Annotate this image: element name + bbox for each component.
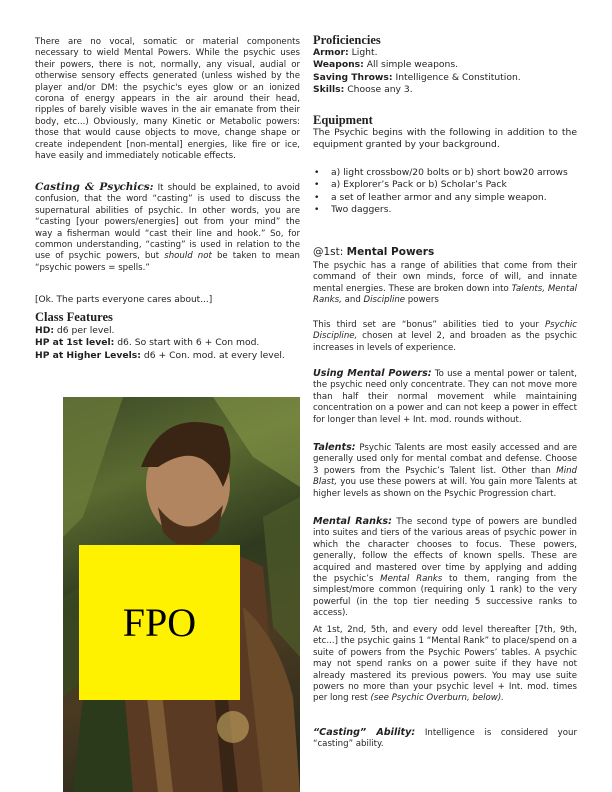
equipment-list xyxy=(313,167,577,217)
proficiencies-list xyxy=(313,47,577,96)
casting-title: Casting & Psychics: xyxy=(35,181,154,193)
talents-title: Talents: xyxy=(313,442,356,453)
class-features-heading: Class Features xyxy=(35,310,113,324)
using-title: Using Mental Powers: xyxy=(313,368,432,379)
proficiencies-heading: Proficiencies xyxy=(313,33,381,47)
equipment-heading: Equipment xyxy=(313,113,373,127)
hp-first-line: HP at 1st level: d6. So start with 6 + Con mod. xyxy=(35,337,260,349)
intro-paragraph: There are no vocal, somatic or material components necessary to wield Mental Powers. While the psychic uses their powers, there is not, normally, any visual, audial or otherwise sensory effects generated (unless wished by the player and/or DM: the psychic's eyes glow or an ionized corona of energy appears in the air around their head, ripples of barely visible waves in the air emanate from their body, etc...) Obviously, many Kinetic or Metabolic powers: those that would cause objects to move, change shape or create independent [non-mental] energies, like fire or ice, have easily and immediately noticable effects. xyxy=(35,37,300,162)
armor-line: Armor: Light. xyxy=(313,47,378,58)
casting-paragraph: Casting & Psychics: It should be explained, to avoid confusion, that the word “casting” is used to discuss the supernatural abilities of psychic. In other words, you are “casting [your powers/energies] out from your mind” the way a fisherman would “cast their line and hook.” So, for common understanding, “casting” is used in relation to the use of psychic powers, but should not be taken to mean “psychic powers = spells.” xyxy=(35,181,300,273)
mental-ranks-title: Mental Ranks: xyxy=(313,516,392,527)
third-set-paragraph: This third set are “bonus” abilities tied to your Psychic Discipline, chosen at level 2, and broaden as the psychic increases in levels of experience. xyxy=(313,320,577,353)
hd-line: HD: d6 per level. xyxy=(35,325,115,336)
mental-powers-paragraph: The psychic has a range of abilities that come from their command of their own minds, force of will, and innate mental energies. These are broken down into Talents, Mental Ranks, and Discipline powers xyxy=(313,261,578,306)
saves-line: Saving Throws: Intelligence & Constitution. xyxy=(313,71,521,83)
equipment-item: • a) light crossbow/20 bolts or b) short bow20 arrows xyxy=(313,167,577,179)
fpo-placeholder: FPO xyxy=(79,545,240,700)
class-features-list xyxy=(35,325,300,362)
talents-paragraph: Talents: Psychic Talents are most easily accessed and are generally used only for mental combat and defense. Choose 3 powers from the Psychic’s Talent list. Other than Mind Blast, you use these powers at will. You gain more Talents at higher levels as shown on the Psychic Progression chart. xyxy=(313,442,577,499)
equipment-intro: The Psychic begins with the following in addition to the equipment granted by your background. xyxy=(313,127,577,151)
ok-note: [Ok. The parts everyone cares about...] xyxy=(35,295,213,305)
using-mental-powers-paragraph: Using Mental Powers: To use a mental power or talent, the psychic need only concentrate. They can not move more than half their normal movement while maintaining concentration on a power and can not keep a power in effect for longer than level + Int. mod. rounds without. xyxy=(313,368,577,425)
equipment-item: • Two daggers. xyxy=(313,204,577,216)
equipment-item: • a) Explorer’s Pack or b) Scholar’s Pack xyxy=(313,179,577,191)
mental-ranks-paragraph: Mental Ranks: The second type of powers are bundled into suites and tiers of the various areas of psychic power in which the character chooses to focus. These powers, generally, follow the effects of known spells. These are acquired and mastered over time by applying and adding the psychic’s Mental Ranks to them, ranging from the simplest/more common (requiring only 1 rank) to the very powerful (in the top tier needing 5 successive ranks to access). xyxy=(313,516,577,619)
casting-ability-title: “Casting” Ability: xyxy=(313,727,416,738)
hp-higher-line: HP at Higher Levels: d6 + Con. mod. at every level. xyxy=(35,349,285,361)
rank-gain-paragraph: At 1st, 2nd, 5th, and every odd level thereafter [7th, 9th, etc...] the psychic gains 1 “Mental Rank” to place/spend on a suite of powers from the Psychic Powers’ tables. A psychic may not spend ranks on a power suite if they have not already mastered its previous powers. You may use suite powers no more than your psychic level + Int. mod. times per long rest (see Psychic Overburn, below). xyxy=(313,625,577,704)
casting-ability-paragraph: “Casting” Ability: Intelligence is considered your “casting” ability. xyxy=(313,727,577,750)
skills-line: Skills: Choose any 3. xyxy=(313,83,413,95)
weapons-line: Weapons: All simple weapons. xyxy=(313,59,459,71)
mental-powers-heading: @1st: Mental Powers xyxy=(313,246,435,258)
equipment-item: • a set of leather armor and any simple weapon. xyxy=(313,192,577,204)
